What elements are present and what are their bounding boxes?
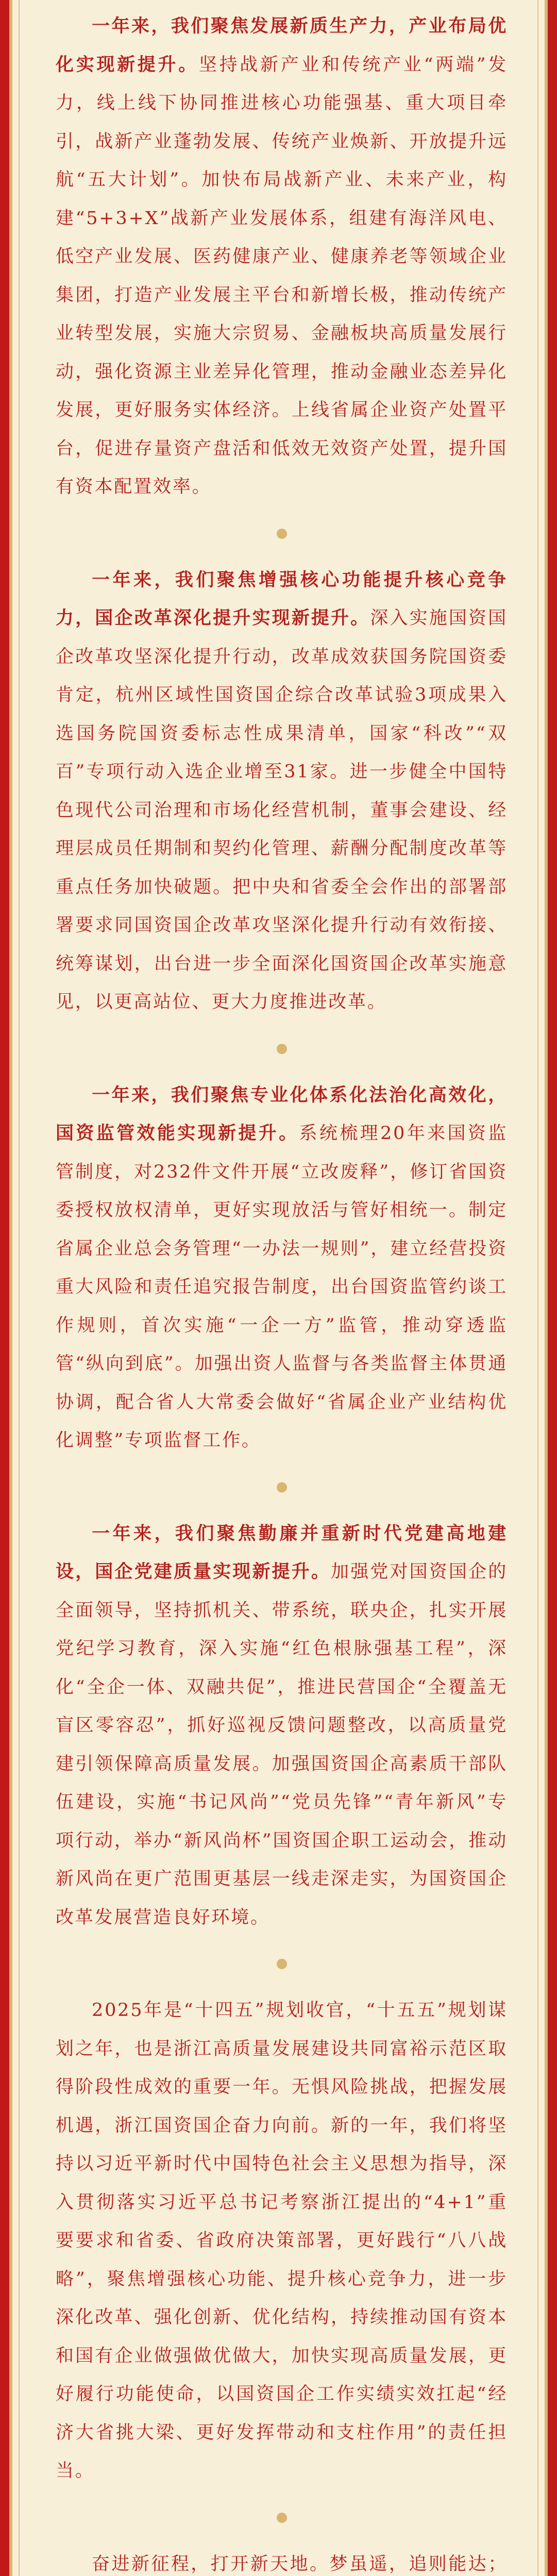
paragraph-2025-outlook <box>56 1991 508 2490</box>
paragraph-body: 加强党对国资国企的全面领导，坚持抓机关、带系统，联央企，扎实开展党纪学习教育，深入实施“红色根脉强基工程”，深化“全企一体、双融共促”，推进民营国企“全覆盖无盲区零容忍”，抓好巡视反馈问题整改，以高质量党建引领保障高质量发展。加强国资国企高素质干部队伍建设，实施“书记风尚”“党员先锋”“青年新风”专项行动，举办“新风尚杯”国资国企职工运动会，推动新风尚在更广范围更基层一线走深走实，为国资国企改革发展营造良好环境。 <box>56 1562 508 1928</box>
section-divider <box>56 506 508 561</box>
paragraph-body: 奋进新征程，打开新天地。梦虽遥，追则能达； <box>92 2553 508 2574</box>
paragraph-lead: 一年来，我们聚焦专业化体系化法治化高效化，国资监管效能实现新提升。 <box>56 1084 508 1144</box>
frame-border-left <box>19 0 20 2576</box>
paragraph-body: 系统梳理20年来国资监管制度，对232件文件开展“立改废释”，修订省国资委授权放权清单，更好实现放活与管好相统一。制定省属企业总会务管理“一办法一规则”，建立经营投资重大风险和责任追究报告制度，出台国资监管约谈工作规则，首次实施“一企一方”监管，推动穿透监管“纵向到底”。加强出资人监督与各类监督主体贯通协调，配合省人大常委会做好“省属企业产业结构优化调整”专项监督工作。 <box>56 1123 508 1451</box>
paragraph-new-journey <box>56 2545 508 2576</box>
letter-frame <box>9 0 548 2576</box>
divider-dot-icon <box>277 1482 287 1493</box>
section-divider <box>56 2490 508 2545</box>
paragraph-body: 深入实施国资国企改革攻坚深化提升行动，改革成效获国务院国资委肯定，杭州区域性国资国企综合改革试验3项成果入选国务院国资委标志性成果清单，国家“科改”“双百”专项行动入选企业增至31家。进一步健全中国特色现代公司治理和市场化经营机制，董事会建设、经理层成员任期制和契约化管理、薪酬分配制度改革等重点任务加快破题。把中央和省委全会作出的部署部署要求同国资国企改革攻坚深化提升行动有效衔接、统筹谋划，出台进一步全面深化国资国企改革实施意见，以更高站位、更大力度推进改革。 <box>56 608 508 1012</box>
paragraph-industry <box>56 7 508 506</box>
paragraph-supervision <box>56 1076 508 1460</box>
section-divider <box>56 1460 508 1515</box>
letter-content <box>56 0 508 2576</box>
paragraph-lead: 一年来，我们聚焦勤廉并重新时代党建高地建设，国企党建质量实现新提升。 <box>56 1522 508 1582</box>
paragraph-reform <box>56 561 508 1022</box>
section-divider <box>56 1937 508 1991</box>
paragraph-party-building <box>56 1515 508 1937</box>
section-divider <box>56 1022 508 1076</box>
frame-border-right <box>537 0 538 2576</box>
divider-dot-icon <box>277 1959 287 1969</box>
divider-dot-icon <box>277 2513 287 2523</box>
paragraph-lead: 一年来，我们聚焦增强核心功能提升核心竞争力，国企改革深化提升实现新提升。 <box>56 569 508 629</box>
paragraph-body: 坚持战新产业和传统产业“两端”发力，线上线下协同推进核心功能强基、重大项目牵引，战新产业蓬勃发展、传统产业焕新、开放提升远航“五大计划”。加快布局战新产业、未来产业，构建“5+3+X”战新产业发展体系，组建有海洋风电、低空产业发展、医药健康产业、健康养老等领域企业集团，打造产业发展主平台和新增长极，推动传统产业转型发展，实施大宗贸易、金融板块高质量发展行动，强化资源主业差异化管理，推动金融业态差异化发展，更好服务实体经济。上线省属企业资产处置平台，促进存量资产盘活和低效无效资产处置，提升国有资本配置效率。 <box>56 54 508 497</box>
paragraph-body: 2025年是“十四五”规划收官，“十五五”规划谋划之年，也是浙江高质量发展建设共同富裕示范区取得阶段性成效的重要一年。无惧风险挑战，把握发展机遇，浙江国资国企奋力向前。新的一年，我们将坚持以习近平新时代中国特色社会主义思想为指导，深入贯彻落实习近平总书记考察浙江提出的“4+1”重要要求和省委、省政府决策部署，更好践行“八八战略”，聚焦增强核心功能、提升核心竞争力，进一步深化改革、强化创新、优化结构，持续推动国有资本和国有企业做强做优做大，加快实现高质量发展，更好履行功能使命，以国资国企工作实绩实效扛起“经济大省挑大梁、更好发挥带动和支柱作用”的责任担当。 <box>56 2000 508 2481</box>
divider-dot-icon <box>277 1044 287 1054</box>
paragraph-lead: 一年来，我们聚焦发展新质生产力，产业布局优化实现新提升。 <box>56 15 508 75</box>
divider-dot-icon <box>277 529 287 539</box>
